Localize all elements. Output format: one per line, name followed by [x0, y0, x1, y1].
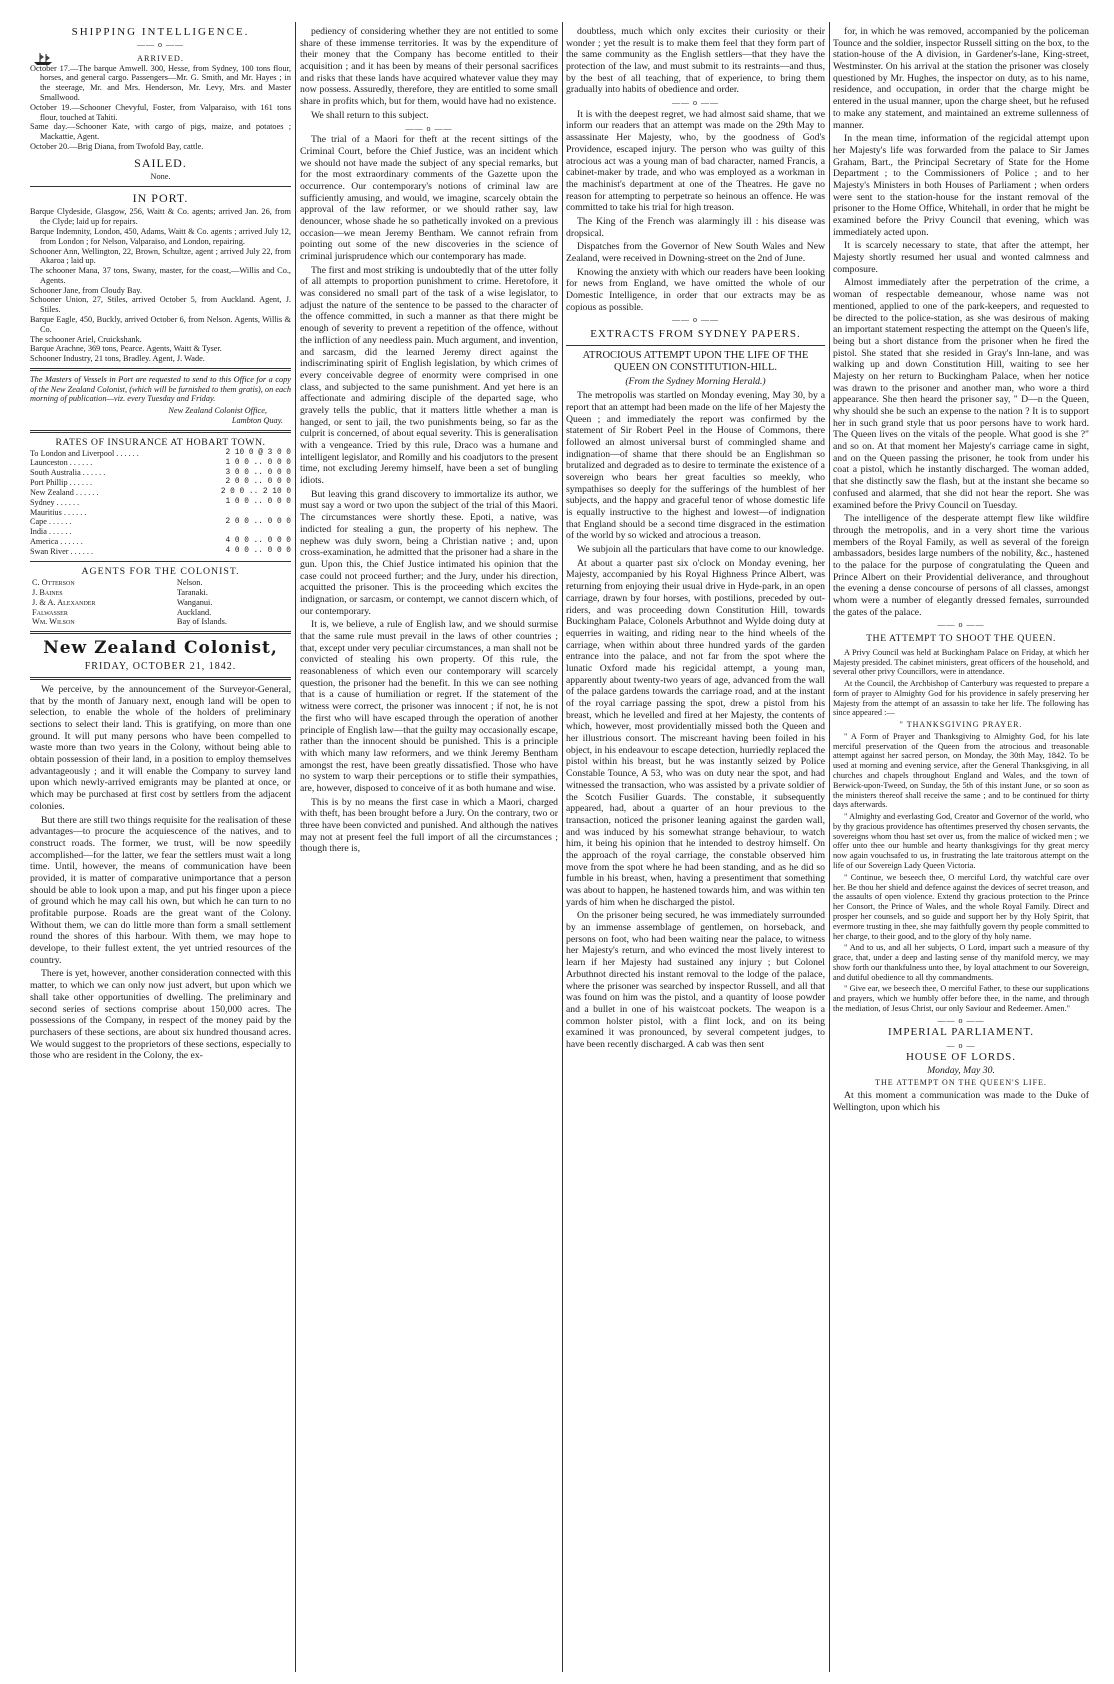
- paragraph: Dispatches from the Governor of New South Wales and New Zealand, were received in Downing-street on the 2nd of June.: [566, 241, 825, 264]
- arrival-entry: October 17.—The barque Amwell. 300, Hesse, from Sydney, 100 tons flour, horses, and general cargo. Passengers—Mr. G. Smith, and Mr. Hayes ; in the steerage, Mr. and Mrs. Henderson, Mr. Levy, Mrs. and Master Smallwood.: [30, 63, 291, 102]
- arrival-entry: October 20.—Brig Diana, from Twofold Bay, cattle.: [30, 141, 204, 151]
- insurance-row: [30, 458, 291, 468]
- ornament-divider: —— o ——: [937, 620, 985, 630]
- paragraph: Knowing the anxiety with which our readers have been looking for news from England, we have omitted the whole of our Domestic Intelligence, in order that our extracts may be as copious as possible.: [566, 266, 825, 313]
- inport-entry: Barque Eagle, 450, Buckly, arrived October 6, from Nelson. Agents, Willis & Co.: [30, 314, 291, 334]
- agent-row: [30, 588, 291, 598]
- insurance-row: [30, 488, 291, 498]
- column-1: [30, 26, 291, 1064]
- agent-place: Nelson.: [176, 577, 203, 587]
- insurance-place: Sydney . . . . . .: [30, 497, 80, 507]
- paragraph: At about a quarter past six o'clock on Monday evening, her Majesty, accompanied by his Royal Highness Prince Albert, was returning from enjoying their usual drive in Hyde-park, in an open carriage, drawn by four horses, with postilions, preceded by out-riders, and was proceeding down Constitution Hill, towards Buckingham Palace, Colonels Arbuthnot and Wylde doing duty at equerries in waiting, and riding near to the hind wheels of the carriage, when within about three hundred yards of the garden entrance into the palace, and not far from the spot where the lunatic Oxford made his regicidal attempt, a young man, apparently about twenty-two years of age, advanced from the wall of the palace gardens towards the carriage road, and at the instant of the royal carriage passing the spot, drew a pistol from his breast, which he levelled and fired at her Majesty, the contents of which, however, most providentially missed both the Queen and her illustrious consort. The miscreant having been foiled in his object, in his endeavour to escape detection, hurriedly replaced the pistol within his breast, but he was instantly seized by Police Constable Tounce, A 53, who was on duty near the spot, and had witnessed the transaction, who was assisted by a private soldier of the Scotch Fusilier Guards. The constable, it subsequently appeared, had, about a quarter of an hour previous to the transaction, noticed the prisoner leaning against the garden wall, and was induced by his somewhat strange behaviour, to watch him, it being his opinion that he intended to destroy himself. On the approach of the royal carriage, the constable observed him move from the spot where he had been standing, and as he did so fumble in his breast, when, having a presentiment that something was about to happen, he hastened towards him, and was within ten yards of him when he discharged the pistol.: [566, 557, 825, 908]
- paragraph: The King of the French was alarmingly ill : his disease was dropsical.: [566, 215, 825, 239]
- editorial-paragraph: But there are still two things requisite for the realisation of these advantages—to procure the acquiescence of the natives, and to construct roads. The former, we trust, will be now speedily accomplished—for the latter, we fear the settlers must wait a long time. Until, however, the means of communication have been provided, it is matter of comparative unimportance that a person should be able to look upon a map, and put his finger upon a piece of ground which he may call his own, but which he can turn to no profitable purpose. Roads are the great want of the Colony. Without them, we can do little more than form a small settlement round the shores of this harbour. With them, we may hope to develope, to their fullest extent, the yet untried resources of the country.: [30, 814, 291, 966]
- ornament-divider: —— o ——: [937, 1015, 985, 1025]
- paragraph: It is, we believe, a rule of English law, and we should surmise that the same rule must prevail in the laws of other countries ; that, except under very peculiar circumstances, a man shall not be convicted of stealing his own property. Of this rule, the reasonableness of which even our contemporary will scarcely question, the prisoner had the benefit. In this we can see nothing that is a cause of humiliation or regret. If the statement of the witness were correct, the prisoner was innocent ; if not, he is not the first who will have escaped through the operation of another principle of English law—that the guilty may occasionally escape, rather than the innocent should be punished. This is a principle with which many law reformers, and we think Jeremy Bentham amongst the rest, have been greatly dissatisfied. Those who have no system to warp their perceptions or to stifle their sympathies, are, however, disposed to conceive of it as both humane and wise.: [300, 619, 558, 794]
- ornament-divider: —— o ——: [672, 315, 719, 325]
- paragraph: But leaving this grand discovery to immortalize its author, we must say a word or two upon the subject of the trial of this Maori. The circumstances were shortly these. Epoti, a native, was indicted for stealing a gun, the property of his nephew. The nephew was duly sworn, being a Christian native ; and, upon cross-examination, he admitted that the prisoner had a share in the gun. Upon this, the Chief Justice intimated his opinion that the case could not proceed further; and the Jury, under his direction, acquitted the prisoner. This is the proceeding which excites the indignation, or sarcasm, or contempt, we cannot discern which, of our contemporary.: [300, 488, 558, 617]
- inport-entry: Schooner Industry, 21 tons, Bradley. Agent, J. Wade.: [30, 354, 205, 364]
- paragraph: We subjoin all the particulars that have come to our knowledge.: [577, 544, 824, 556]
- agents-heading: AGENTS FOR THE COLONIST.: [81, 565, 240, 577]
- extracts-heading: EXTRACTS FROM SYDNEY PAPERS.: [590, 328, 801, 341]
- agent-place: Auckland.: [176, 607, 212, 617]
- insurance-row: [30, 517, 291, 527]
- attempt-article: [566, 390, 825, 1051]
- agent-place: Wanganui.: [176, 597, 213, 607]
- insurance-rate: 1 0 0 .. 0 0 0: [225, 498, 291, 507]
- divider: [30, 561, 291, 562]
- divider: [566, 345, 825, 346]
- insurance-place: Launceston . . . . . .: [30, 458, 93, 468]
- editorial-continued: [300, 26, 558, 122]
- paragraph: pediency of considering whether they are not entitled to some share of these immense territories. It was by the expenditure of their money that the Company has become entitled to their acquisition ; and it has been by means of their personal sacrifices and risks that these lands have acquired whatever value they may now possess. Assuredly, therefore, they are entitled to some small share in profits which, but for them, would have had no existence.: [300, 26, 558, 108]
- editorial-paragraph: There is yet, however, another consideration connected with this matter, to which we can only now just advert, but upon which we shall take other opportunities of dwelling. The preliminary and second series of sections comprise about 150,000 acres. The possessions of the Company, in respect of the money paid by the purchasers of these sections, are about six hundred thousand acres. We would suggest to the proprietors of these sections, especially to those who are resident in the Colony, the ex-: [30, 968, 291, 1062]
- lords-paragraph: At this moment a communication was made to the Duke of Wellington, upon which his: [833, 1089, 1089, 1113]
- prayer-paragraph: " Almighty and everlasting God, Creator and Governor of the world, who by thy gracious providence has oftentimes preserved thy chosen servants, the sovereigns whom thou hast set over us, from the malice of wicked men ; we offer unto thee our humble and hearty thanksgivings for thy great mercy now again vouchsafed to us, in frustrating the late traitorous attempt on the life of our Sovereign Lady Queen Victoria.: [833, 812, 1089, 871]
- editorial-text: [30, 684, 291, 1062]
- prayer-heading: " THANKSGIVING PRAYER.: [899, 720, 1023, 730]
- editorial-paragraph: We perceive, by the announcement of the Surveyor-General, that by the month of January next, enough land will be open to selection, to enable the whole of the holders of preliminary sections to select their land. This is gratifying, on more than one ground. It will put many persons who have been compelled to waste more than two years in the Colony, without being able to obtain possession of their land, in a position to employ themselves advantageously ; and it will enable the Company to survey land upon which newly-arrived emigrants may be planted at once, or which may be purchased at first cost by settlers from the adjacent colonies.: [30, 683, 291, 812]
- insurance-row: [30, 498, 291, 508]
- paragraph: for, in which he was removed, accompanied by the policeman Tounce and the soldier, inspector Russell sitting on the box, to the station-house of the A division, in Gardener's-lane, King-street, Westminster. On his arrival at the station the prisoner was closely questioned by Mr. Hughes, the inspector on duty, as to his name, residence, and occupation, in order that the charge might be entered in the usual manner, upon the charge sheet, but he refused to make any statement, and maintained an extreme sullenness of manner.: [833, 26, 1089, 131]
- lords-subheading: THE ATTEMPT ON THE QUEEN'S LIFE.: [875, 1078, 1047, 1088]
- paragraph: On the prisoner being secured, he was immediately surrounded by an immense assemblage of gentlemen, on horseback, and persons on foot, who had been waiting near the palace, to witness her Majesty's return, and who evinced the most lively interest to learn if her Majesty had sustained any injury ; but Colonel Arbuthnot directed his instant removal to the lodge of the palace, where the prisoner was searched by inspector Russell, and all that was found on him was the pistol, and a quantity of loose powder and a bullet in one of his waistcoat pockets. The weapon is a common holster pistol, with a flint lock, and on its being examined it was pronounced, by several competent judges, to have been recently discharged. A cab was then sent: [566, 910, 825, 1050]
- insurance-rate: 3 0 0 .. 0 0 0: [225, 468, 291, 477]
- paragraph: The metropolis was startled on Monday evening, May 30, by a report that an attempt had been made on the life of her Majesty the Queen ; and immediately the report was confirmed by the statement of Sir Robert Peel in the House of Commons, there followed an almost universal burst of commingled shame and indignation—of shame that there should be an Englishman so brutalized and degraded as to desire to terminate the existence of a sovereign who bears her great faculties so meekly, who sympathises so deeply for the sufferings of the humblest of her subjects, and the happy and graceful tenor of whose domestic life is equally instructive to the highest and lowest—of indignation that England should be a second time disgraced in the estimation of the world by so wicked and atrocious a treason.: [566, 390, 825, 542]
- masthead: New Zealand Colonist,: [43, 638, 278, 659]
- paragraph: We shall return to this subject.: [311, 109, 429, 121]
- insurance-place: America . . . . . .: [30, 537, 83, 547]
- insurance-place: New Zealand . . . . . .: [30, 487, 99, 497]
- inport-entry: The schooner Mana, 37 tons, Swany, master, for the coast,—Willis and Co., Agents.: [30, 266, 291, 285]
- ornament-divider: — o —: [946, 1040, 976, 1050]
- divider: [30, 631, 291, 634]
- paragraph: doubtless, much which only excites their curiosity or their wonder ; yet the result is to make them feel that they form part of the same community as the English settlers—that they have the protection of the law, and must submit to its restraints—and thus, by the best of all teaching, that of experience, to bring them gradually into habits of obedience and order.: [566, 26, 825, 96]
- paragraph: The intelligence of the desperate attempt flew like wildfire through the metropolis, and in a very short time the various members of the Royal Family, as well as several of the foreign ambassadors, besides large numbers of the nobility, &c., hastened to the palace for the purpose of congratulating the Queen and Prince Albert on their Providential deliverance, and throughout the evening a dense concourse of persons of all classes, amongst whom were a number of elegantly dressed females, surrounded the gates of the palace.: [833, 513, 1089, 618]
- insurance-heading: RATES OF INSURANCE AT HOBART TOWN.: [55, 436, 266, 448]
- column-rule: [562, 22, 563, 1672]
- paragraph: The first and most striking is undoubtedly that of the utter folly of all attempts to proportion punishment to crime. Heretofore, it was considered no small part of the task of a wise legislator, to adjust the nature of the sentence to be passed to the character of the offence committed, in such a manner as that there might be enough of severity to prevent a repetition of the offence, without the infliction of any needless pain. Much argument, and invention, and sarcasm, did the learned Jeremy direct against the indiscriminating spirit of English legislation, by which crimes of every conceivable degree of enormity were comprised in one class, and subjected to the same punishment. And yet here is an affectionate and admiring disciple of the departed sage, who gravely tells the public, that it matters little whether a man is hanged, or sent to jail, the two punishments being, so far as the culprit is concerned, of about equal severity. This is generalisation with a vengeance. Tried by this rule, Draco was a humane and intelligent legislator, and Romilly and his coadjutors to the present time, not excluding Jeremy himself, have been a set of bungling idiots.: [300, 264, 558, 487]
- arrival-entry: October 19.—Schooner Chevyful, Foster, from Valparaiso, with 161 tons flour, touched at Tahiti.: [30, 102, 291, 122]
- ornament-divider: —— o ——: [672, 98, 719, 108]
- agent-place: Bay of Islands.: [176, 617, 227, 627]
- sailed-heading: SAILED.: [134, 155, 187, 170]
- inport-entry: Schooner Union, 27, Stiles, arrived October 5, from Auckland. Agent, J. Stiles.: [30, 295, 291, 315]
- paragraph: Almost immediately after the perpetration of the crime, a woman of respectable demeanour, whose name was not mentioned, applied to one of the park-keepers, and requested to be directed to the police-station, as she was desirous of making an important statement respecting the attempt on the Queen's life, being but a short distance from the prisoner when he fired the pistol. She stated that she resided in Gray's Inn-lane, and was walking up and down Constitution Hill, waiting to see her Majesty on her return to Buckingham Palace, when her notice was drawn to the prisoner and another man, who wore a third appearance. She then heard the prisoner say, " D—n the Queen, why should she be such an expense to the nation ? It is to support her in such grand style that us poor persons have to work hard. The Queen lives on the vitals of the people. What good is she ?" and so on. At that moment her Majesty's carriage came in sight, and on the Queen passing the prisoner, he took from under his coat a pistol, which he instantly discharged. The woman added, that she distinctly saw the flash, but at the instant she became so confused and alarmed, that she did not hear the report. She was examined before the Privy Council on Tuesday.: [833, 277, 1089, 511]
- prayer-paragraph: " And to us, and all her subjects, O Lord, impart such a measure of thy grace, that, under a deep and lasting sense of thy manifold mercy, we may show forth our thankfulness unto thee, by loyal attachment to our Sovereign, and dutiful obedience to all thy commandments.: [833, 943, 1089, 982]
- office-line-2: Lambton Quay.: [231, 416, 283, 425]
- insurance-rate: 2 0 0 .. 0 0 0: [225, 517, 291, 526]
- sailed-none: None.: [150, 172, 171, 182]
- insurance-row: [30, 537, 291, 547]
- insurance-row: [30, 547, 291, 557]
- insurance-place: Mauritius . . . . . .: [30, 507, 87, 517]
- prayer-paragraph: " Give ear, we beseech thee, O merciful Father, to these our supplications and prayers, which we humbly offer before thee, in the name, and through the mediation, of Jesus Christ, our only Saviour and Redeemer. Amen.": [833, 984, 1089, 1013]
- inport-entry: The schooner Ariel, Cruickshank.: [30, 334, 142, 344]
- divider: [30, 430, 291, 433]
- attempt-continued: [833, 26, 1089, 618]
- column-rule: [829, 22, 830, 1672]
- inport-entry: Barque Clydeside, Glasgow, 256, Waitt & Co. agents; arrived Jan. 26, from the Clyde; laid up for repairs.: [30, 207, 291, 227]
- agents-table: [30, 578, 291, 628]
- column-4: [833, 26, 1089, 1115]
- imperial-heading: IMPERIAL PARLIAMENT.: [887, 1026, 1035, 1039]
- ornament-divider: —— o ——: [137, 40, 184, 50]
- shoot-heading: THE ATTEMPT TO SHOOT THE QUEEN.: [866, 633, 1056, 644]
- insurance-place: Swan River . . . . . .: [30, 547, 93, 557]
- insurance-place: Cape . . . . . .: [30, 517, 72, 527]
- paragraph: This is by no means the first case in which a Maori, charged with theft, has been brought before a Jury. On the contrary, two or three have been convicted and punished. And although the natives may not at present feel the full import of all the circumstances ; though there is,: [300, 796, 558, 855]
- arrived-heading: ARRIVED.: [137, 53, 184, 63]
- divider: [30, 368, 291, 371]
- agent-place: Taranaki.: [176, 587, 208, 597]
- lords-heading: HOUSE OF LORDS.: [905, 1051, 1017, 1064]
- inport-entry: Barque Indemnity, London, 450, Adams, Waitt & Co. agents ; arrived July 12, from London ; for Nelson, Valparaiso, and London, repairing.: [30, 226, 291, 246]
- agent-name: C. Otterson: [32, 577, 75, 587]
- masters-notice: The Masters of Vessels in Port are requested to send to this Office for a copy of the New Zealand Colonist, (which will be furnished to them gratis), on each morning of publication—viz. every Tuesday and Friday.: [30, 374, 291, 404]
- insurance-rate: [189, 527, 291, 537]
- shipping-heading: SHIPPING INTELLIGENCE.: [71, 26, 250, 38]
- paragraph: The trial of a Maori for theft at the recent sittings of the Criminal Court, before the Chief Justice, was an incident which we should not have made the subject of any special remarks, but for the most extraordinary comments of the Gazette upon the occurrence. Our contemporary's notions of criminal law are sufficiently amusing, and would, we imagine, scarcely obtain the approval of the law reformer, or we should rather say, law denouncer, whose shade he so pathetically invoked on a previous occasion—we mean Jeremy Bentham. We cannot refrain from pointing out some of the new discoveries in the science of criminal jurisprudence which our contemporary has made.: [300, 134, 558, 262]
- prayer-paragraph: " A Form of Prayer and Thanksgiving to Almighty God, for his late merciful preservation of the Queen from the atrocious and treasonable attempt against her sacred person, on Monday, the 30th May, 1842. To be used at morning and evening service, after the General Thanksgiving, in all churches and chapels throughout England and Wales, and the town of Berwick-upon-Tweed, on Sunday, the 5th of this instant June, or so soon as the ministers thereof shall receive the same ; and to be continued for thirty days afterwards.: [833, 731, 1089, 810]
- agent-name: Wm. Wilson: [32, 617, 75, 627]
- arrived-list: [30, 64, 291, 152]
- insurance-place: To London and Liverpool . . . . . .: [30, 448, 139, 458]
- paragraph: It is scarcely necessary to state, that after the attempt, her Majesty shortly resumed her usual and wonted calmness and composure.: [833, 240, 1089, 275]
- insurance-place: India . . . . . .: [30, 527, 72, 537]
- divider: [30, 186, 291, 187]
- insurance-rate: 2 0 0 .. 0 0 0: [225, 478, 291, 487]
- inport-list: [30, 207, 291, 364]
- maori-trial-continued: [566, 26, 825, 96]
- insurance-row: [30, 449, 291, 459]
- insurance-place: Port Phillip . . . . . .: [30, 478, 93, 488]
- agent-row: [30, 598, 291, 608]
- office-line-1: New Zealand Colonist Office,: [168, 406, 267, 416]
- news-paragraphs: [566, 109, 825, 314]
- prayer-paragraph: " Continue, we beseech thee, O merciful Lord, thy watchful care over her. Be thou her shield and defence against the devices of secret treason, and the assaults of open violence. Extend thy gracious protection to the Prince her Consort, the Prince of Wales, and the whole Royal Family. Direct and prosper her counsels, and so guide and support her by thy Holy Spirit, that evermore trusting in thee, she may faithfully govern thy people committed to her charge, to their good, and to the glory of thy holy name.: [833, 872, 1089, 941]
- paragraph: It is with the deepest regret, we had almost said shame, that we inform our readers that an attempt was made on the 29th May to assassinate Her Majesty, who, by the goodness of God's Providence, escaped injury. The person who was guilty of this atrocious act was a young man of bad character, named Francis, a cabinet-maker by trade, and who was employed as a workman in the machinist's department at one of the Theatres. He gave no reason for attempting to perpetrate so heinous an offence. He was committed to take his trial for high treason.: [566, 108, 825, 214]
- lords-date: Monday, May 30.: [927, 1064, 995, 1076]
- inport-heading: IN PORT.: [132, 190, 189, 205]
- insurance-table: [30, 449, 291, 557]
- maori-trial-article: [300, 134, 558, 855]
- column-2: [300, 26, 558, 857]
- attempt-heading: ATROCIOUS ATTEMPT UPON THE LIFE OF THE QUEEN ON CONSTITUTION-HILL.: [582, 350, 809, 374]
- paragraph: At the Council, the Archbishop of Canterbury was requested to prepare a form of prayer to Almighty God for his providence in safely preserving her Majesty from the attempt of an assassin to take her life. The following has since appeared :—: [833, 679, 1089, 718]
- insurance-rate: 4 0 0 .. 0 0 0: [225, 537, 291, 546]
- inport-entry: Barque Arachne, 369 tons, Pearce. Agents, Waitt & Tyser.: [30, 344, 222, 354]
- insurance-rate: 1 0 0 .. 0 0 0: [225, 458, 291, 467]
- agent-row: [30, 608, 291, 618]
- agent-name: J. & A. Alexander: [32, 597, 96, 607]
- attempt-source: (From the Sydney Morning Herald.): [625, 376, 766, 388]
- insurance-rate: 2 10 0 @ 3 0 0: [225, 448, 291, 457]
- insurance-row: [30, 527, 291, 537]
- dateline: FRIDAY, OCTOBER 21, 1842.: [84, 660, 237, 672]
- insurance-rate: 2 0 0 .. 2 10 0: [220, 488, 291, 497]
- privy-council-text: [833, 648, 1089, 718]
- agent-row: [30, 617, 291, 627]
- agent-row: [30, 578, 291, 588]
- insurance-rate: 4 0 0 .. 0 0 0: [225, 547, 291, 556]
- prayer-text: [833, 732, 1089, 1014]
- ornament-divider: —— o ——: [405, 123, 453, 133]
- agent-name: J. Baines: [32, 587, 63, 597]
- paragraph: A Privy Council was held at Buckingham Palace on Friday, at which her Majesty presided. The cabinet ministers, great officers of the household, and several other privy Councillors, were in attendance.: [833, 647, 1089, 677]
- column-3: [566, 26, 825, 1053]
- insurance-row: [30, 478, 291, 488]
- inport-entry: Schooner Ann, Wellington, 22, Brown, Schultze, agent ; arrived July 22, from Akaroa ; laid up.: [30, 246, 291, 266]
- insurance-row: [30, 468, 291, 478]
- insurance-rate: [189, 508, 291, 518]
- arrival-entry: Same day.—Schooner Kate, with cargo of pigs, maize, and potatoes ; Mackattie, Agent.: [30, 122, 291, 142]
- insurance-place: South Australia . . . . . .: [30, 468, 106, 478]
- insurance-row: [30, 508, 291, 518]
- agent-name: Falwasser: [32, 607, 68, 617]
- paragraph: In the mean time, information of the regicidal attempt upon her Majesty's life was forwarded from the palace to Sir James Graham, Bart., the Principal Secretary of State for the Home Department ; to the Commissioners of Police ; and to her Majesty's Ministers in both Houses of Parliament ; when orders were sent to the station-house for the instant removal of the prisoner to the Home Office, Whitehall, in order that he might be examined before the Privy Council that evening, which was immediately acted upon.: [833, 133, 1089, 238]
- inport-entry: Schooner Jane, from Cloudy Bay.: [30, 285, 142, 295]
- column-rule: [295, 22, 296, 1672]
- divider: [30, 677, 291, 680]
